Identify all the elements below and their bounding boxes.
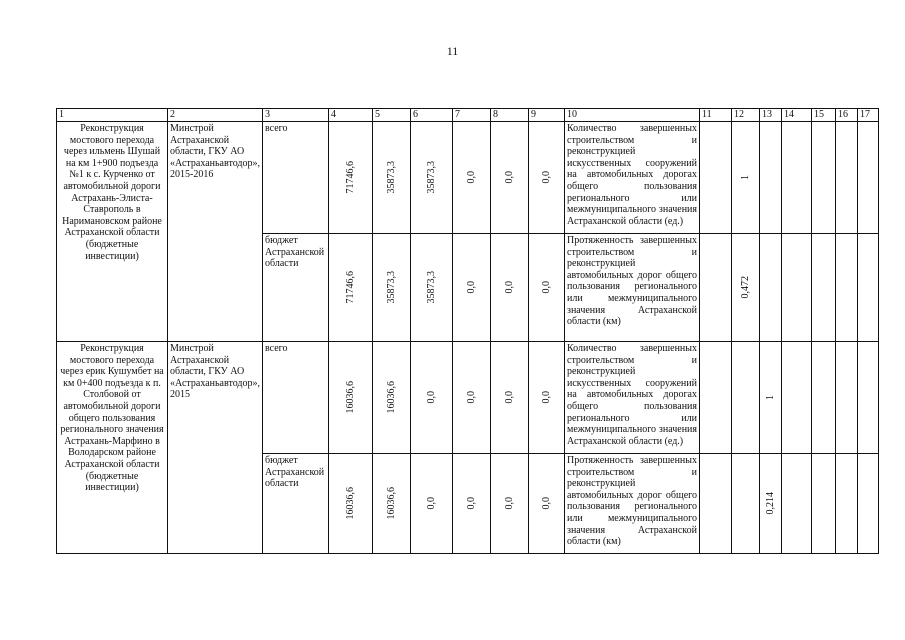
header-cell: 17 [858,109,879,122]
header-cell: 4 [329,109,373,122]
header-cell: 3 [263,109,329,122]
value-cell-5 [373,122,411,234]
value-text: 16036,6 [344,381,356,414]
target-cell-11 [700,234,732,342]
value-text: 1 [764,395,776,400]
value-text: 16036,6 [385,487,397,520]
target-cell-15 [812,342,836,454]
value-cell-7 [453,234,491,342]
header-cell: 13 [760,109,782,122]
target-cell-12 [732,122,760,234]
target-cell-11 [700,122,732,234]
indicator-cell: Количество завершенных строительством и реконструкцией искусственных сооружений на автомобильных дорогах общего пользования регионального или межмуниципального значения Астраханской области (ед.) [565,122,700,234]
value-cell-7 [453,342,491,454]
value-text: 0,0 [540,391,552,404]
target-cell-12 [732,234,760,342]
funding-source-cell: всего [263,122,329,234]
value-cell-5 [373,234,411,342]
target-cell-13 [760,454,782,554]
header-cell: 6 [411,109,453,122]
target-cell-11 [700,342,732,454]
target-cell-17 [858,122,879,234]
funding-source-cell: всего [263,342,329,454]
header-cell: 5 [373,109,411,122]
header-cell: 15 [812,109,836,122]
target-cell-15 [812,234,836,342]
header-cell: 16 [836,109,858,122]
target-cell-15 [812,122,836,234]
value-cell-4 [329,122,373,234]
funding-source-cell: бюджет Астраханской области [263,234,329,342]
target-cell-13 [760,234,782,342]
target-cell-13 [760,122,782,234]
value-text: 16036,6 [344,487,356,520]
table-row [57,342,879,454]
value-text: 35873,3 [385,161,397,194]
value-text: 0,0 [503,497,515,510]
value-cell-9 [529,342,565,454]
value-cell-8 [491,454,529,554]
target-cell-17 [858,342,879,454]
header-cell: 1 [57,109,168,122]
value-text: 0,0 [425,497,437,510]
target-cell-12 [732,454,760,554]
value-cell-4 [329,342,373,454]
target-cell-16 [836,234,858,342]
value-cell-9 [529,234,565,342]
target-cell-17 [858,234,879,342]
program-table [56,108,879,554]
value-cell-6 [411,234,453,342]
value-text: 1 [739,175,751,180]
value-cell-9 [529,122,565,234]
target-cell-14 [782,234,812,342]
table-row [57,122,879,234]
header-cell: 14 [782,109,812,122]
target-cell-12 [732,342,760,454]
value-text: 0,0 [465,391,477,404]
header-cell: 8 [491,109,529,122]
target-cell-14 [782,342,812,454]
header-cell: 10 [565,109,700,122]
object-name-cell: Реконструкция мостового перехода через ерик Кушумбет на км 0+400 подъезда к п. Столбовой от автомобильной дороги общего пользования регионального значения Астрахань-Марфино в Володарском районе Астраханской области (бюджетные инвестиции) [57,342,168,554]
value-text: 35873,3 [385,271,397,304]
indicator-cell: Протяженность завершенных строительством и реконструкцией автомобильных дорог общего пользования регионального или межмуниципального значения Астраханской области (км) [565,234,700,342]
value-cell-5 [373,454,411,554]
value-cell-6 [411,342,453,454]
value-cell-9 [529,454,565,554]
value-text: 0,472 [739,276,751,299]
value-text: 0,0 [503,281,515,294]
indicator-cell: Количество завершенных строительством и реконструкцией искусственных сооружений на автомобильных дорогах общего пользования регионального или межмуниципального значения Астраханской области (ед.) [565,342,700,454]
value-text: 0,0 [425,391,437,404]
target-cell-14 [782,122,812,234]
value-cell-7 [453,454,491,554]
value-cell-8 [491,342,529,454]
value-text: 0,214 [764,492,776,515]
target-cell-16 [836,454,858,554]
header-cell: 2 [168,109,263,122]
value-cell-8 [491,122,529,234]
customer-cell: Минстрой Астраханской области, ГКУ АО «Астраханьавтодор», 2015-2016 [168,122,263,342]
value-text: 0,0 [465,281,477,294]
value-text: 0,0 [503,391,515,404]
value-text: 16036,6 [385,381,397,414]
value-text: 0,0 [540,497,552,510]
value-cell-8 [491,234,529,342]
target-cell-13 [760,342,782,454]
header-cell: 9 [529,109,565,122]
target-cell-11 [700,454,732,554]
target-cell-16 [836,342,858,454]
header-row [57,109,879,122]
target-cell-16 [836,122,858,234]
indicator-cell: Протяженность завершенных строительством и реконструкцией автомобильных дорог общего пользования регионального или межмуниципального значения Астраханской области (км) [565,454,700,554]
object-name-cell: Реконструкция мостового перехода через ильмень Шушай на км 1+900 подъезда №1 к с. Курченко от автомобильной дороги Астрахань-Элиста-Ставрополь в Наримановском районе Астраханской области (бюджетные инвестиции) [57,122,168,342]
target-cell-15 [812,454,836,554]
value-text: 35873,3 [425,161,437,194]
page-number: 11 [446,44,459,58]
value-cell-6 [411,122,453,234]
value-text: 71746,6 [344,271,356,304]
value-text: 71746,6 [344,161,356,194]
value-cell-7 [453,122,491,234]
funding-source-cell: бюджет Астраханской области [263,454,329,554]
value-cell-4 [329,454,373,554]
value-text: 0,0 [465,497,477,510]
value-cell-6 [411,454,453,554]
customer-cell: Минстрой Астраханской области, ГКУ АО «Астраханьавтодор», 2015 [168,342,263,554]
value-text: 0,0 [540,171,552,184]
value-text: 0,0 [540,281,552,294]
value-text: 0,0 [465,171,477,184]
header-cell: 12 [732,109,760,122]
target-cell-14 [782,454,812,554]
header-cell: 11 [700,109,732,122]
value-text: 0,0 [503,171,515,184]
header-cell: 7 [453,109,491,122]
target-cell-17 [858,454,879,554]
value-cell-5 [373,342,411,454]
value-text: 35873,3 [425,271,437,304]
value-cell-4 [329,234,373,342]
